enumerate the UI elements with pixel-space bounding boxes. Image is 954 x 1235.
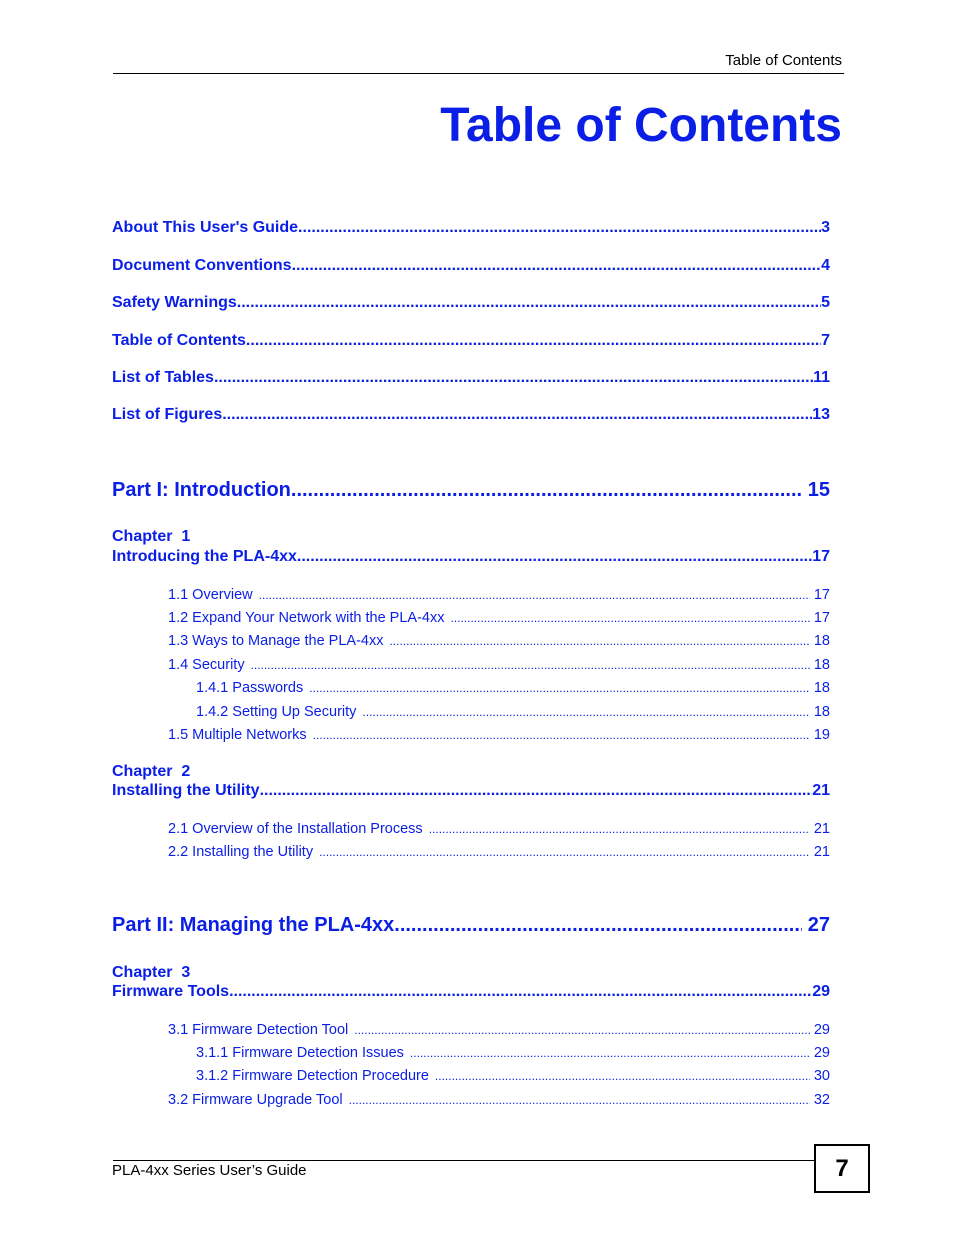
page-number-box	[814, 1144, 870, 1193]
toc-section[interactable]	[168, 610, 830, 626]
toc-entry-table-of-contents[interactable]	[112, 332, 830, 350]
toc-entry-page: 5	[821, 294, 830, 311]
toc-entry-page: 4	[821, 257, 830, 274]
toc-chapter-label: Installing the Utility	[112, 782, 260, 799]
toc-section[interactable]	[168, 727, 830, 743]
toc-section[interactable]	[168, 1092, 830, 1108]
toc-section-page: 17	[813, 587, 830, 603]
toc-entry-page: 7	[821, 332, 830, 349]
toc-section-label: 1.4.2 Setting Up Security	[196, 704, 357, 720]
toc-entry-label: List of Figures	[112, 406, 223, 423]
toc-chapter-page: 17	[812, 548, 830, 565]
toc-section-label: 2.2 Installing the Utility	[168, 844, 314, 860]
toc-part-label: Part I: Introduction	[112, 479, 291, 501]
toc-entry-label: Document Conventions	[112, 257, 292, 274]
toc-section-page: 18	[813, 704, 830, 720]
toc-chapter-firmware-tools[interactable]	[112, 983, 830, 1001]
footer-guide-title: PLA-4xx Series User’s Guide	[112, 1162, 307, 1179]
toc-chapter-installing[interactable]	[112, 782, 830, 800]
toc-section-page: 30	[813, 1068, 830, 1084]
toc-section-page: 17	[813, 610, 830, 626]
toc-entry-safety-warnings[interactable]	[112, 294, 830, 312]
toc-section-page: 21	[813, 821, 830, 837]
toc-entry-page: 11	[813, 369, 830, 386]
toc-chapter-page: 21	[812, 782, 830, 799]
toc-section-label: 1.4.1 Passwords	[196, 680, 304, 696]
toc-section[interactable]	[168, 633, 830, 649]
toc-section-page: 21	[813, 844, 830, 860]
toc-section-label: 1.4 Security	[168, 657, 245, 673]
toc-entry-page: 13	[812, 406, 830, 423]
footer-divider	[113, 1160, 815, 1161]
toc-entry-page: 3	[821, 219, 830, 236]
chapter-number: Chapter 3	[112, 964, 191, 981]
toc-section-label: 3.2 Firmware Upgrade Tool	[168, 1092, 343, 1108]
toc-chapter-page: 29	[812, 983, 830, 1000]
toc-part-introduction[interactable]	[112, 479, 830, 502]
toc-entry-label: List of Tables	[112, 369, 214, 386]
toc-part-page: 15	[807, 479, 830, 501]
toc-entry-label: About This User's Guide	[112, 219, 299, 236]
toc-section-page: 18	[813, 680, 830, 696]
toc-part-page: 27	[807, 914, 830, 936]
running-header: Table of Contents	[725, 52, 842, 69]
toc-entry-about-guide[interactable]	[112, 219, 830, 237]
toc-subsection[interactable]	[196, 704, 830, 720]
header-divider	[113, 73, 844, 74]
toc-section-label: 3.1.1 Firmware Detection Issues	[196, 1045, 404, 1061]
toc-section[interactable]	[168, 587, 830, 603]
toc-subsection[interactable]	[196, 1045, 830, 1061]
toc-section-label: 1.3 Ways to Manage the PLA-4xx	[168, 633, 384, 649]
toc-entry-list-of-tables[interactable]	[112, 369, 830, 387]
toc-entry-label: Table of Contents	[112, 332, 246, 349]
toc-part-managing[interactable]	[112, 914, 830, 937]
toc-section-label: 3.1.2 Firmware Detection Procedure	[196, 1068, 429, 1084]
toc-section[interactable]	[168, 657, 830, 673]
chapter-number: Chapter 1	[112, 528, 191, 545]
page-title: Table of Contents	[440, 99, 842, 152]
toc-section-label: 1.2 Expand Your Network with the PLA-4xx	[168, 610, 445, 626]
toc-section-label: 2.1 Overview of the Installation Process	[168, 821, 423, 837]
toc-subsection[interactable]	[196, 1068, 830, 1084]
toc-entry-list-of-figures[interactable]	[112, 406, 830, 424]
toc-section-page: 29	[813, 1022, 830, 1038]
toc-chapter-label: Firmware Tools	[112, 983, 230, 1000]
page-number: 7	[835, 1154, 849, 1182]
toc-chapter-introducing[interactable]	[112, 548, 830, 566]
toc-section-label: 1.5 Multiple Networks	[168, 727, 307, 743]
toc-section-label: 1.1 Overview	[168, 587, 253, 603]
toc-section-page: 18	[813, 657, 830, 673]
toc-section-page: 18	[813, 633, 830, 649]
toc-entry-label: Safety Warnings	[112, 294, 237, 311]
toc-subsection[interactable]	[196, 680, 830, 696]
toc-section-label: 3.1 Firmware Detection Tool	[168, 1022, 349, 1038]
toc-section[interactable]	[168, 1022, 830, 1038]
toc-section-page: 29	[813, 1045, 830, 1061]
toc-section[interactable]	[168, 844, 830, 860]
chapter-number: Chapter 2	[112, 763, 191, 780]
toc-part-label: Part II: Managing the PLA-4xx	[112, 914, 395, 936]
toc-chapter-label: Introducing the PLA-4xx	[112, 548, 297, 565]
toc-entry-document-conventions[interactable]	[112, 257, 830, 275]
toc-section[interactable]	[168, 821, 830, 837]
toc-section-page: 32	[813, 1092, 830, 1108]
toc-section-page: 19	[813, 727, 830, 743]
